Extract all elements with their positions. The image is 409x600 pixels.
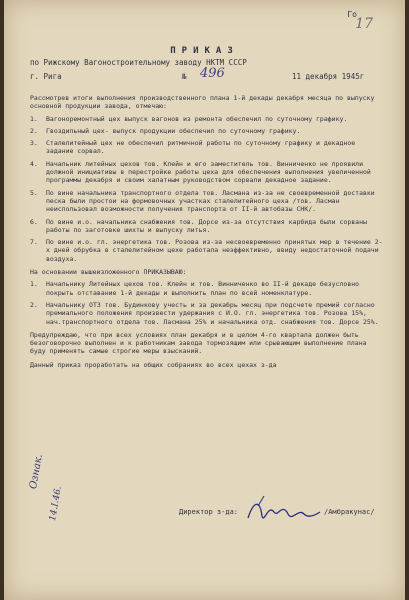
item-text: По вине и.о. гл. энергетика тов. Розова из-за несвоевременно принятых мер в течение 2-х дней обрубка в сталелитейном цехе работала неэффективно, ввиду недостаточной подачи воздуха. <box>46 238 383 263</box>
order-item <box>30 301 385 326</box>
corner-mark: Го <box>347 10 357 19</box>
order-item <box>30 280 385 297</box>
finding-item <box>30 238 385 263</box>
item-text: Вагоноремонтный цех выпуск вагонов из ремонта обеспечил по суточному графику. <box>46 114 348 123</box>
item-text: По вине и.о. начальника снабжения тов. Дорсе из-за отсутствия карбида были сорваны работы по заготовке шихты и выпуску литья. <box>46 217 367 234</box>
finding-item <box>30 139 385 156</box>
item-text: Начальнику ОТЗ тов. Будинкову учесть и за декабрь месяц при подсчете премий согласно премиального положения произвести удержания с И.О. гл. энергетика тов. Розова 15%, нач.транспортного отдела тов. Ласмана 25% и начальника отд. снабжения тов. Дорсе 25%. <box>46 300 379 326</box>
place: г. Рига <box>30 72 62 81</box>
addressee: по Рижскому Вагоностроительному заводу НКТМ СССР <box>30 58 247 67</box>
item-text: По вине начальника транспортного отдела тов. Ласмана из-за не своевременной доставки песка были простои на формовочных участках сталелитейного цеха /тов. Ласман неиспользовал возможности получения транспорта от II-й автобазы СНК/. <box>46 188 375 214</box>
item-text: Начальнику Литейных цехов тов. Клейн и тов. Винниченко во II-й декаде безусловно покрыть отставание 1-й декады и выполнить план по всей номенклатуре. <box>46 280 360 297</box>
item-text: Гвоздильный цех- выпуск продукции обеспечил по суточному графику. <box>46 126 301 135</box>
item-number: 7. <box>30 238 38 247</box>
handwritten-signature <box>244 494 324 528</box>
intro-paragraph: Рассмотрев итоги выполнения производственного плана 1-й декады декабря месяца по выпуску основной продукции завода, отмечаю: <box>30 94 375 111</box>
item-number: 1. <box>30 280 38 289</box>
margin-handwritten-date: 14.I.46. <box>48 485 64 522</box>
signatory-name: /Амбракунас/ <box>324 508 375 516</box>
finding-item <box>30 160 385 185</box>
basis-line: На основании вышеизложенного ПРИКАЗЫВАЮ: <box>30 268 187 277</box>
number-label: № <box>182 72 187 81</box>
document-page <box>4 0 405 600</box>
item-number: 2. <box>30 126 38 135</box>
warning-paragraph: Предупреждаю, что при всех условиях план декабря и в целом 4-го квартала должен быть безоговорочно выполнен и к работникам завода тормозящим или срывающим выполнение плана буду применять самые строгие меры взысканий. <box>30 330 367 356</box>
finding-item <box>30 218 385 235</box>
item-number: 5. <box>30 188 38 197</box>
margin-handwritten-note: Ознак. <box>28 453 45 490</box>
finding-item <box>30 115 385 123</box>
closing-paragraph: Данный приказ проработать на общих собраниях во всех цехах з-да <box>30 360 277 369</box>
item-text: Начальник литейных цехов тов. Клейн и его заместитель тов. Винниченко не проявили должной инициативы в перестройке работы цеха для обеспечения выполнения увеличенной программы декабря и своим халатным руководством сорвали декадное задание. <box>46 159 371 185</box>
finding-item <box>30 189 385 214</box>
item-number: 2. <box>30 300 38 309</box>
order-number: 496 <box>200 66 225 81</box>
finding-item <box>30 127 385 135</box>
item-number: 3. <box>30 139 38 148</box>
pencil-page-number: 17 <box>355 16 373 32</box>
item-number: 1. <box>30 114 38 123</box>
item-text: Сталелитейный цех не обеспечил ритмичной работы по суточному графику и декадное задание сорвал. <box>46 139 356 156</box>
item-number: 6. <box>30 217 38 226</box>
document-title: ПРИКАЗ <box>170 46 239 56</box>
signatory-title: Директор з-да: <box>179 508 239 516</box>
item-number: 4. <box>30 159 38 168</box>
order-date: 11 декабря 1945г <box>292 72 365 81</box>
document-body <box>30 94 385 369</box>
